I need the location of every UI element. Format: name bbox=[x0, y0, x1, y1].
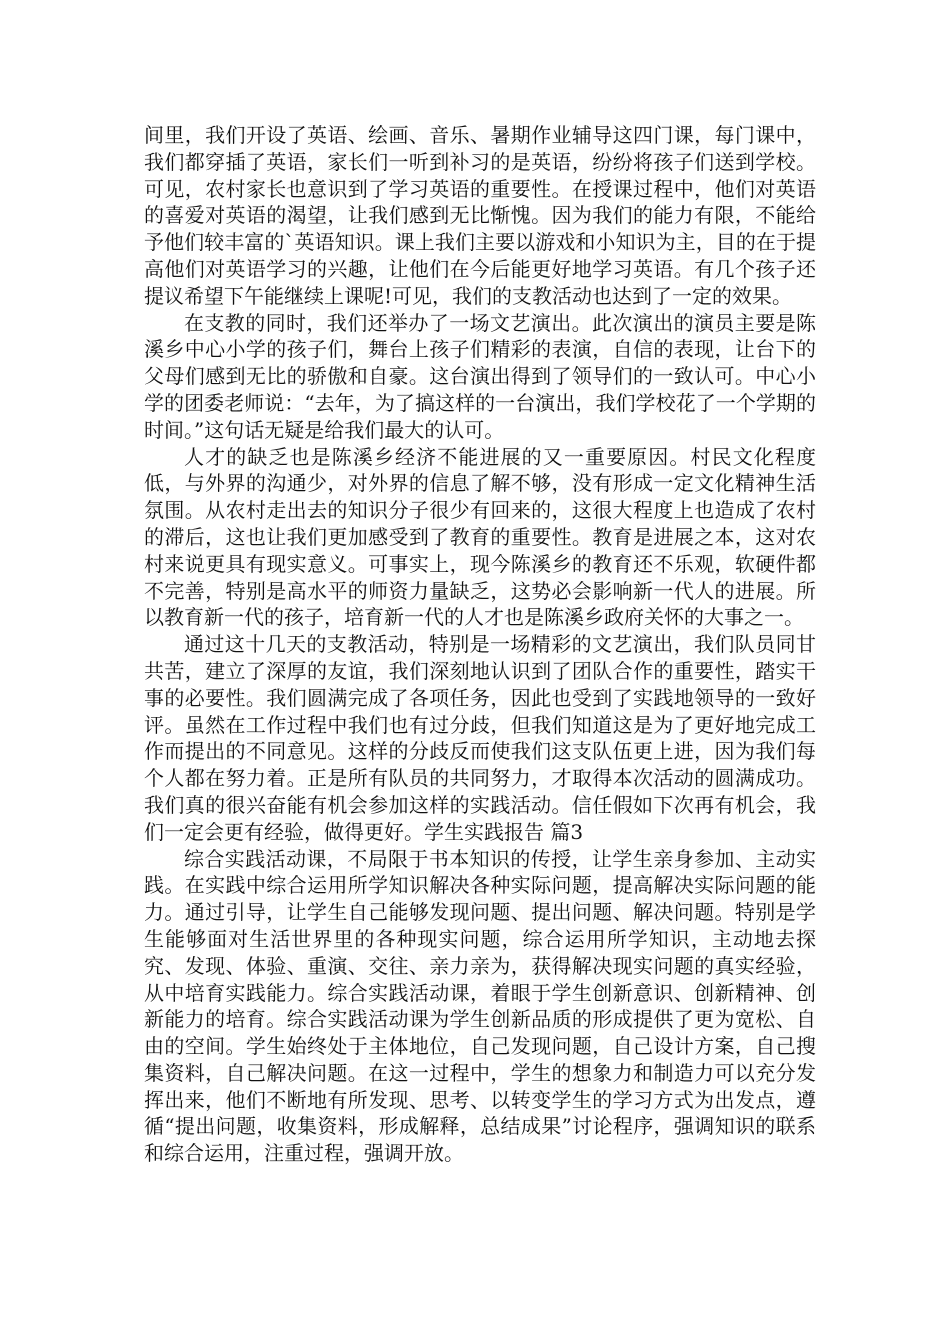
paragraph-1: 间里，我们开设了英语、绘画、音乐、暑期作业辅导这四门课，每门课中，我们都穿插了英语，家长们一听到补习的是英语，纷纷将孩子们送到学校。可见，农村家长也意识到了学习英语的重要性。在授课过程中，他们对英语的喜爱对英语的渴望，让我们感到无比惭愧。因为我们的能力有限，不能给予他们较丰富的`英语知识。课上我们主要以游戏和小知识为主，目的在于提高他们对英语学习的兴趣，让他们在今后能更好地学习英语。有几个孩子还提议希望下午能继续上课呢!可见，我们的支教活动也达到了一定的效果。 bbox=[144, 123, 816, 308]
document-page bbox=[144, 122, 816, 1167]
paragraph-2: 在支教的同时，我们还举办了一场文艺演出。此次演出的演员主要是陈溪乡中心小学的孩子们，舞台上孩子们精彩的表演，自信的表现，让台下的父母们感到无比的骄傲和自豪。这台演出得到了领导们的一致认可。中心小学的团委老师说：“去年，为了搞这样的一台演出，我们学校花了一个学期的时间。”这句话无疑是给我们最大的认可。 bbox=[144, 310, 816, 442]
paragraph-5: 综合实践活动课，不局限于书本知识的传授，让学生亲身参加、主动实践。在实践中综合运用所学知识解决各种实际问题，提高解决实际问题的能力。通过引导，让学生自己能够发现问题、提出问题、解决问题。特别是学生能够面对生活世界里的各种现实问题，综合运用所学知识，主动地去探究、发现、体验、重演、交往、亲力亲为，获得解决现实问题的真实经验，从中培育实践能力。综合实践活动课，着眼于学生创新意识、创新精神、创新能力的培育。综合实践活动课为学生创新品质的形成提供了更为宽松、自由的空间。学生始终处于主体地位，自己发现问题，自己设计方案，自己搜集资料，自己解决问题。在这一过程中，学生的想象力和制造力可以充分发挥出来，他们不断地有所发现、思考、以转变学生的学习方式为出发点，遵循“提出问题，收集资料，形成解释，总结成果”讨论程序，强调知识的联系和综合运用，注重过程，强调开放。 bbox=[144, 846, 816, 1166]
paragraph-3: 人才的缺乏也是陈溪乡经济不能进展的又一重要原因。村民文化程度低，与外界的沟通少，对外界的信息了解不够，没有形成一定文化精神生活氛围。从农村走出去的知识分子很少有回来的，这很大程度上也造成了农村的滞后，这也让我们更加感受到了教育的重要性。教育是进展之本，这对农村来说更具有现实意义。可事实上，现今陈溪乡的教育还不乐观，软硬件都不完善，特别是高水平的师资力量缺乏，这势必会影响新一代人的进展。所以教育新一代的孩子，培育新一代的人才也是陈溪乡政府关怀的大事之一。 bbox=[144, 444, 816, 630]
paragraph-4: 通过这十几天的支教活动，特别是一场精彩的文艺演出，我们队员同甘共苦，建立了深厚的友谊，我们深刻地认识到了团队合作的重要性，踏实干事的必要性。我们圆满完成了各项任务，因此也受到了实践地领导的一致好评。虽然在工作过程中我们也有过分歧，但我们知道这是为了更好地完成工作而提出的不同意见。这样的分歧反而使我们这支队伍更上进，因为我们每个人都在努力着。正是所有队员的共同努力，才取得本次活动的圆满成功。我们真的很兴奋能有机会参加这样的实践活动。信任假如下次再有机会，我们一定会更有经验，做得更好。学生实践报告 篇3 bbox=[144, 632, 816, 844]
